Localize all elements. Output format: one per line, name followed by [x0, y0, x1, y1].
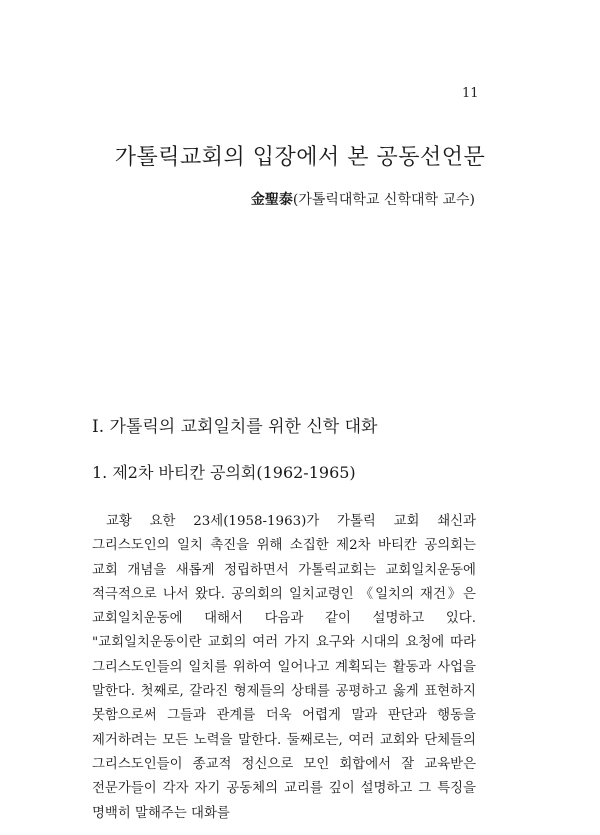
author-name: 金聖泰	[250, 192, 293, 208]
author-line	[251, 189, 475, 209]
section-heading: I. 가톨릭의 교회일치를 위한 신학 대화	[92, 417, 378, 437]
body-paragraph: 교황 요한 23세(1958-1963)가 가톨릭 교회 쇄신과 그리스도인의 일치 촉진을 위해 소집한 제2차 바티칸 공의회는 교회 개념을 새롭게 정립하면서 가톨릭교회는 교회일치운동에 적극적으로 나서 왔다. 공의회의 일치교령인 《일치의 재건》은 교회일치운동에 대해서 다음과 같이 설명하고 있다. "교회일치운동이란 교회의 여러 가지 요구와 시대의 요청에 따라 그리스도인들의 일치를 위하여 일어나고 계획되는 활동과 사업을 말한다. 첫째로, 갈라진 형제들의 상태를 공평하고 옳게 표현하지 못함으로써 그들과 관계를 더욱 어렵게 말과 판단과 행동을 제거하려는 모든 노력을 말한다. 둘째로는, 여러 교회와 단체들의 그리스도인들이 종교적 정신으로 모인 회합에서 잘 교육받은 전문가들이 각자 자기 공동체의 교리를 깊이 설명하고 그 특징을 명백히 말해주는 대화를	[92, 514, 476, 821]
page-number: 11	[462, 86, 479, 101]
document-title: 가톨릭교회의 입장에서 본 공동선언문	[114, 145, 486, 170]
author-affiliation: (가톨릭대학교 신학대학 교수)	[292, 192, 475, 208]
subsection-heading: 1. 제2차 바티칸 공의회(1962-1965)	[92, 463, 356, 482]
